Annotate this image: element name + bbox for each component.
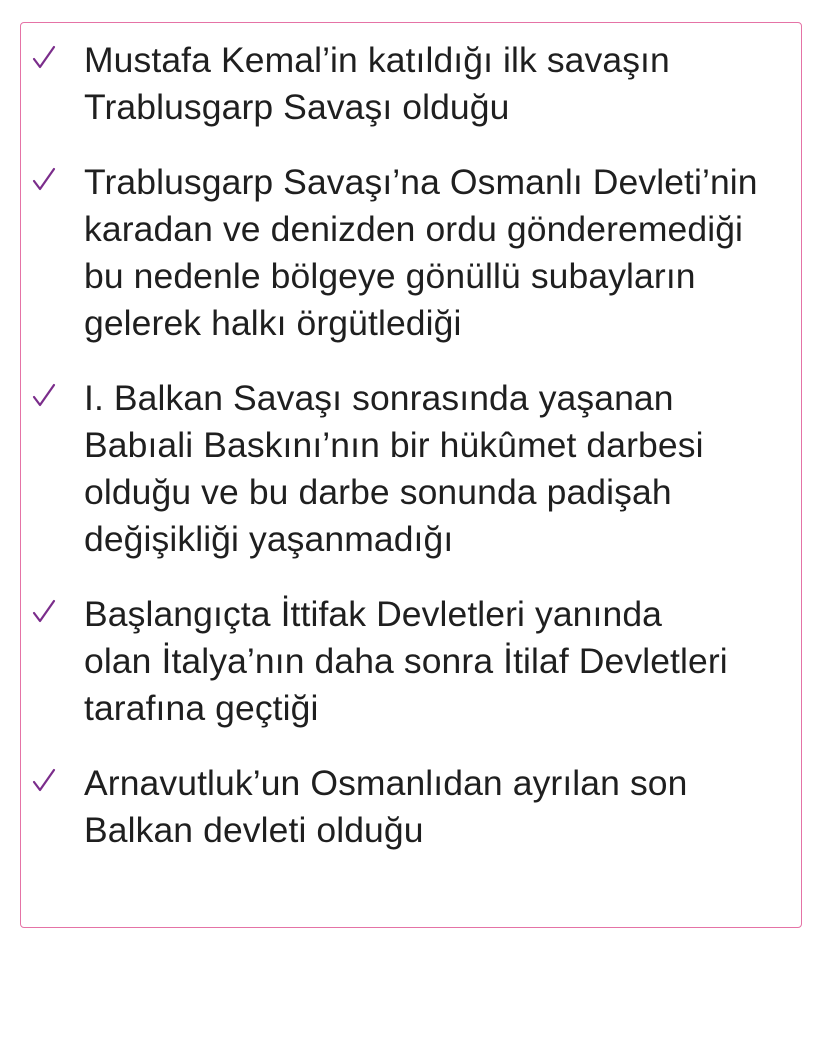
- checkmark-icon: [31, 165, 57, 195]
- checklist-card: [20, 22, 802, 928]
- item-text-line: Mustafa Kemal’in katıldığı ilk savaşın: [84, 40, 670, 80]
- item-text-line: Arnavutluk’un Osmanlıdan ayrılan son: [84, 763, 688, 803]
- list-item: [21, 760, 801, 854]
- item-text-line: Balkan devleti olduğu: [84, 810, 424, 850]
- item-text-line: Başlangıçta İttifak Devletleri yanında: [84, 594, 663, 634]
- item-text-line: Babıali Baskını’nın bir hükûmet darbesi: [84, 425, 704, 465]
- checkmark-icon: [31, 381, 57, 411]
- list-item: [21, 37, 801, 131]
- list-item: [21, 375, 801, 563]
- list-item: [21, 591, 801, 732]
- item-text-line: değişikliği yaşanmadığı: [84, 519, 454, 559]
- list-item: [21, 159, 801, 347]
- item-text-line: I. Balkan Savaşı sonrasında yaşanan: [84, 378, 674, 418]
- checkmark-icon: [31, 766, 57, 796]
- checkmark-icon: [31, 43, 57, 73]
- item-text-line: bu nedenle bölgeye gönüllü subayların: [84, 256, 696, 296]
- item-text-line: tarafına geçtiği: [84, 688, 319, 728]
- item-text-line: gelerek halkı örgütlediği: [84, 303, 462, 343]
- checklist: [21, 37, 801, 854]
- item-text-line: olan İtalya’nın daha sonra İtilaf Devletleri: [84, 641, 728, 681]
- item-text-line: Trablusgarp Savaşı olduğu: [84, 87, 510, 127]
- item-text-line: Trablusgarp Savaşı’na Osmanlı Devleti’nin: [84, 162, 758, 202]
- checkmark-icon: [31, 597, 57, 627]
- item-text-line: karadan ve denizden ordu gönderemediği: [84, 209, 744, 249]
- item-text-line: olduğu ve bu darbe sonunda padişah: [84, 472, 672, 512]
